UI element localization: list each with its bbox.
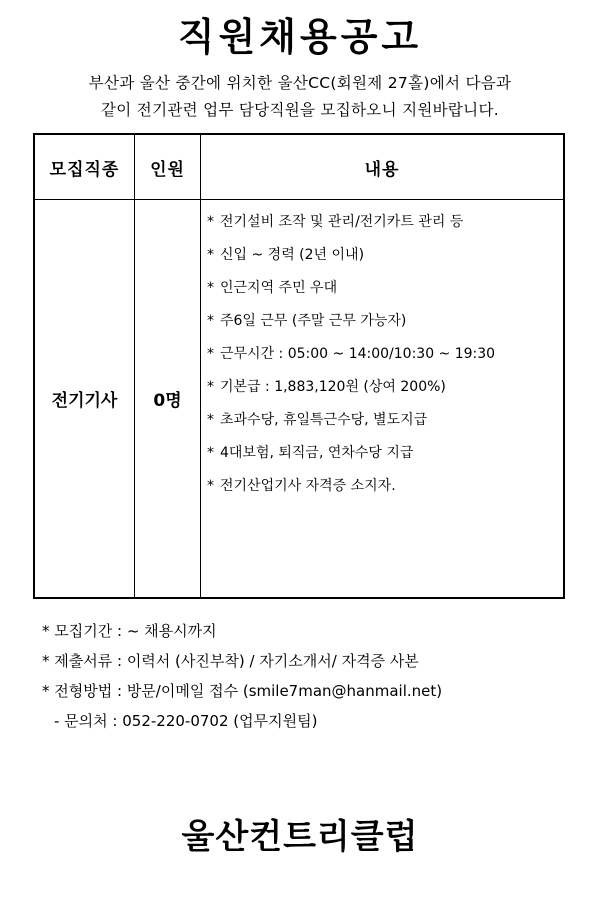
bullet-star: * (207, 478, 214, 494)
note-documents: * 제출서류 : 이력서 (사진부착) / 자기소개서/ 자격증 사본 (42, 652, 419, 670)
bullet-star: * (207, 313, 214, 329)
notes-section (42, 616, 598, 736)
cell-position: 전기기사 (51, 391, 118, 411)
page-title: 직원채용공고 (177, 15, 423, 59)
intro-line-2: 같이 전기관련 업무 담당직원을 모집하오니 지원바랍니다. (101, 101, 499, 119)
detail-item: * 전기산업기사 자격증 소지자. (207, 478, 396, 494)
bullet-star: * (207, 379, 214, 395)
detail-item: * 주6일 근무 (주말 근무 가능자) (207, 313, 407, 329)
note-contact: - 문의처 : 052-220-0702 (업무지원팀) (54, 712, 318, 730)
bullet-star: * (207, 445, 214, 461)
column-divider (200, 135, 201, 597)
intro-line-1: 부산과 울산 중간에 위치한 울산CC(회원제 27홀)에서 다음과 (88, 74, 512, 92)
job-table (33, 133, 565, 599)
bullet-star: * (207, 346, 214, 362)
detail-item: * 기본급 : 1,883,120원 (상여 200%) (207, 379, 446, 395)
detail-item: * 근무시간 : 05:00 ~ 14:00/10:30 ~ 19:30 (207, 346, 496, 362)
detail-item: * 4대보험, 퇴직금, 연차수당 지급 (207, 445, 414, 461)
intro-text (0, 70, 600, 124)
detail-item: * 초과수당, 휴일특근수당, 별도지급 (207, 412, 428, 428)
bullet-star: * (207, 280, 214, 296)
note-method: * 전형방법 : 방문/이메일 접수 (smile7man@hanmail.net) (42, 682, 443, 700)
header-details: 내용 (364, 159, 400, 180)
note-period: * 모집기간 : ~ 채용시까지 (42, 622, 217, 640)
organization-name: 울산컨트리클럽 (181, 817, 419, 857)
detail-item: * 신입 ~ 경력 (2년 이내) (207, 247, 365, 263)
details-list (207, 212, 559, 509)
detail-item: * 전기설비 조작 및 관리/전기카트 관리 등 (207, 214, 464, 230)
bullet-star: * (207, 247, 214, 263)
header-headcount: 인원 (150, 159, 185, 180)
bullet-star: * (207, 412, 214, 428)
header-position: 모집직종 (49, 159, 120, 180)
detail-item: * 인근지역 주민 우대 (207, 280, 338, 296)
cell-headcount: 0명 (153, 391, 182, 411)
bullet-star: * (207, 214, 214, 230)
